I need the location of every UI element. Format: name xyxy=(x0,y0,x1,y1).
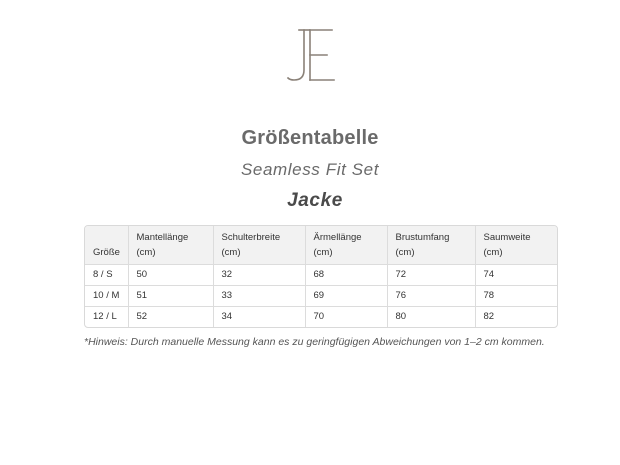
table-cell: 51 xyxy=(128,285,213,306)
table-cell: 50 xyxy=(128,264,213,285)
table-header-row xyxy=(85,226,557,264)
page-title: Größentabelle xyxy=(241,127,379,149)
table-cell: 68 xyxy=(305,264,387,285)
table-cell: 82 xyxy=(475,306,557,327)
je-monogram-logo xyxy=(280,26,342,84)
measurement-note: *Hinweis: Durch manuelle Messung kann es zu geringfügigen Abweichungen von 1–2 cm kommen. xyxy=(84,336,545,348)
size-table xyxy=(84,225,558,328)
column-header: Mantellänge (cm) xyxy=(128,226,213,264)
table-cell: 74 xyxy=(475,264,557,285)
column-header: Saumweite (cm) xyxy=(483,231,531,258)
column-header: Schulterbreite (cm) xyxy=(213,226,305,264)
table-row xyxy=(85,285,557,306)
table-cell: 34 xyxy=(213,306,305,327)
table-cell: 10 / M xyxy=(85,285,128,306)
table-cell: 76 xyxy=(387,285,475,306)
column-header: Brustumfang (cm) xyxy=(387,226,475,264)
column-header: Größe xyxy=(85,226,128,264)
table-cell: 78 xyxy=(475,285,557,306)
table-cell: 72 xyxy=(387,264,475,285)
table-row xyxy=(85,264,557,285)
collection-subtitle: Seamless Fit Set xyxy=(240,160,380,179)
product-name: Jacke xyxy=(287,190,343,211)
table-row xyxy=(85,306,557,327)
table-cell: 69 xyxy=(305,285,387,306)
table-cell: 52 xyxy=(128,306,213,327)
table-cell: 80 xyxy=(387,306,475,327)
table-cell: 32 xyxy=(213,264,305,285)
table-cell: 12 / L xyxy=(85,306,128,327)
table-cell: 8 / S xyxy=(85,264,128,285)
column-header: Ärmellänge (cm) xyxy=(305,226,387,264)
table-cell: 70 xyxy=(305,306,387,327)
table-cell: 33 xyxy=(213,285,305,306)
